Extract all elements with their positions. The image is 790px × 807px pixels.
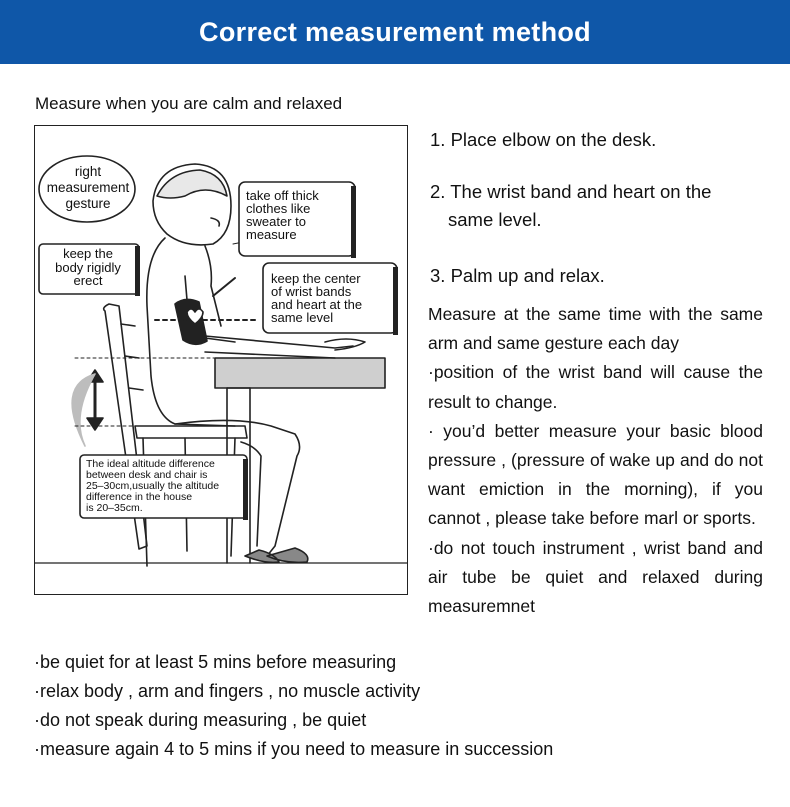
bottom-notes	[34, 648, 774, 764]
note-item: · you’d better measure your basic blood pressure , (pressure of wake up and do not want emiction in the morning), if you cannot , please take before marl or sports.	[428, 420, 763, 529]
callout-line: gesture	[65, 196, 111, 211]
bottom-note-item: ·measure again 4 to 5 mins if you need to measure in succession	[34, 739, 554, 759]
chair-seat	[135, 426, 247, 438]
wrist-cuff	[175, 299, 207, 344]
callout-line: keep the center	[271, 271, 361, 286]
body-callout	[42, 247, 134, 288]
callout-line: between desk and chair is	[86, 469, 208, 481]
bottom-note-item: ·be quiet for at least 5 mins before measuring	[34, 652, 397, 672]
illustration-frame	[34, 125, 408, 595]
callout-line: sweater to	[246, 214, 306, 229]
callout-line: same level	[271, 310, 334, 325]
callout-line: measure	[246, 227, 297, 242]
callout-line: take off thick	[246, 188, 319, 203]
note-item: ·do not touch instrument , wrist band and air tube be quiet and relaxed during measuremnet	[428, 537, 763, 617]
step-1: 1. Place elbow on the desk.	[430, 129, 657, 150]
callout-line: difference in the house	[86, 491, 193, 503]
callout-line: and heart at the	[271, 297, 363, 312]
note-item: ·position of the wrist band will cause the result to change.	[428, 362, 763, 412]
slippers	[245, 548, 308, 562]
callout-line: is 20–35cm.	[86, 502, 143, 514]
bottom-note-item: ·relax body , arm and fingers , no muscle activity	[34, 681, 421, 701]
callout-line: 25–30cm,usually the altitude	[86, 480, 220, 492]
note-item: Measure at the same time with the same arm and same gesture each day	[428, 304, 763, 354]
callout-line: keep the	[63, 246, 113, 261]
subtitle: Measure when you are calm and relaxed	[35, 94, 343, 113]
table-top	[215, 358, 385, 388]
callout-line: The ideal altitude difference	[86, 458, 215, 470]
step-3: 3. Palm up and relax.	[430, 265, 605, 286]
sweater-callout	[246, 189, 351, 241]
callout-line: erect	[73, 273, 103, 288]
step-2-line-2: same level.	[448, 209, 542, 230]
callout-line: clothes like	[246, 201, 311, 216]
callout-line: of wrist bands	[271, 284, 352, 299]
altitude-callout	[86, 459, 244, 514]
header-banner	[0, 0, 790, 64]
step-2-line-1: 2. The wrist band and heart on the	[430, 181, 712, 202]
callout-line: measurement	[46, 180, 130, 195]
center-callout	[271, 272, 395, 324]
notes-column	[428, 300, 763, 621]
bottom-note-item: ·do not speak during measuring , be quiet	[34, 710, 367, 730]
callout-line: right	[74, 164, 102, 179]
step-2	[430, 178, 711, 234]
callout-line: body rigidly	[55, 259, 121, 275]
page-title: Correct measurement method	[199, 16, 591, 47]
gesture-callout	[42, 164, 134, 212]
